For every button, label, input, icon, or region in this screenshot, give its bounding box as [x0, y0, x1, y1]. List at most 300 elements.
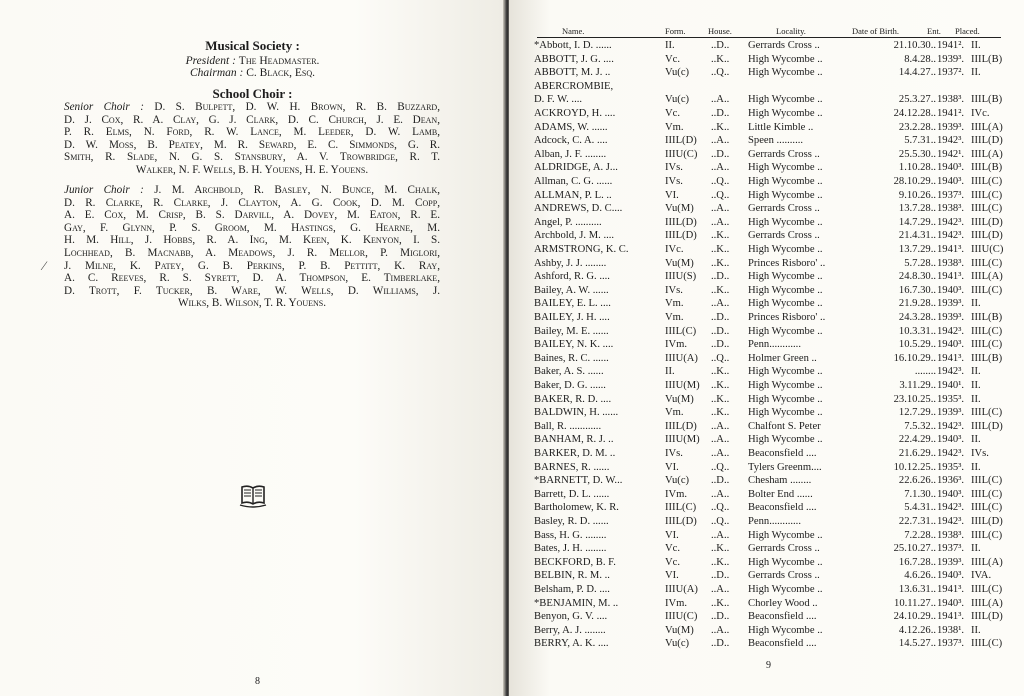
cell-name: ACKROYD, H. ....: [534, 108, 616, 119]
cell-name: Ball, R. ............: [534, 420, 602, 432]
cell-name: Adcock, C. A. ....: [534, 135, 608, 147]
junior-choir-line: A. C. Reeves, R. S. Syrett, D. A. Thompson, E. Timberlake,: [64, 272, 440, 285]
cell-name: D. F. W. ....: [534, 94, 583, 106]
cell-house: ..D..: [711, 108, 730, 119]
cell-house: ..Q..: [711, 502, 730, 514]
cell-locality: High Wycombe ..: [748, 67, 823, 79]
cell-dob: 28.10.29..: [893, 176, 936, 187]
cell-placed: IIIL(C): [971, 638, 1003, 650]
senior-choir-label: Senior Choir :: [64, 101, 144, 113]
junior-choir-line: D. R. Clarke, R. Clarke, J. Clayton, A. G. Cook, D. M. Copp,: [64, 196, 440, 209]
cell-dob: 7.2.28..: [904, 529, 936, 541]
senior-choir-line: P. R. Elms, N. Ford, R. W. Lance, M. Leeder, D. W. Lamb,: [64, 126, 440, 139]
chairman-value: C. Black, Esq.: [246, 67, 315, 79]
cell-name: Baines, R. C. ......: [534, 352, 609, 364]
table-row: [0, 258, 1024, 270]
table-row: [0, 162, 1024, 174]
cell-locality: Holmer Green ..: [748, 352, 817, 364]
cell-dob: 21.6.29..: [898, 448, 936, 459]
cell-name: Allman, C. G. ......: [534, 176, 613, 187]
cell-dob: 23.10.25..: [893, 393, 936, 405]
cell-house: ..D..: [711, 611, 730, 623]
cell-placed: IVc.: [971, 108, 990, 119]
cell-dob: 5.4.31..: [904, 502, 936, 514]
table-row: [0, 611, 1024, 623]
cell-placed: IIIL(B): [971, 94, 1003, 106]
cell-house: ..K..: [711, 407, 730, 419]
cell-house: ..Q..: [711, 176, 730, 187]
header-dob: Date of Birth.: [852, 26, 899, 36]
cell-placed: IIIL(D): [971, 420, 1003, 432]
cell-name: BARKER, D. M. ..: [534, 448, 616, 459]
table-row: [0, 584, 1024, 596]
cell-placed: IIIL(C): [971, 176, 1003, 187]
cell-dob: 13.7.29..: [898, 244, 936, 255]
cell-placed: II.: [971, 67, 981, 79]
cell-dob: 22.6.26..: [898, 475, 936, 487]
cell-house: ..A..: [711, 94, 730, 106]
table-row: [0, 462, 1024, 474]
table-row: [0, 434, 1024, 446]
cell-form: Vu(c): [665, 67, 690, 79]
cell-house: ..K..: [711, 244, 730, 255]
cell-form: Vc.: [665, 556, 681, 568]
table-row: [0, 149, 1024, 161]
junior-choir-line: J. Milne, K. Patey, G. B. Perkins, P. B. Pettitt, K. Ray,: [64, 259, 440, 272]
cell-house: ..D..: [711, 475, 730, 487]
table-row: [0, 475, 1024, 487]
cell-dob: 7.5.32..: [904, 420, 936, 432]
cell-house: ..D..: [711, 312, 730, 323]
cell-ent: 1940³.: [937, 570, 965, 582]
table-row: [0, 326, 1024, 338]
cell-name: BARNES, R. ......: [534, 461, 610, 473]
cell-placed: IIIL(C): [971, 284, 1003, 296]
cell-placed: IIIL(D): [971, 230, 1003, 242]
header-ent: Ent.: [927, 26, 941, 36]
cell-house: ..Q..: [711, 67, 730, 79]
cell-locality: Penn............: [748, 339, 801, 351]
cell-ent: 1941³.: [937, 584, 965, 595]
cell-ent: 1942³.: [937, 420, 965, 432]
cell-form: IIIL(D): [665, 230, 697, 242]
cell-ent: 1942³.: [937, 135, 965, 147]
cell-placed: IIIL(C): [971, 407, 1003, 419]
cell-form: IIIU(M): [665, 380, 700, 391]
cell-locality: High Wycombe ..: [748, 584, 823, 595]
table-row: [0, 217, 1024, 229]
junior-choir-line: Wilks, B. Wilson, T. R. Youens.: [177, 297, 327, 310]
cell-house: ..A..: [711, 488, 730, 500]
senior-choir-line: Walker, N. F. Wells, B. H. Youens, H. E. Youens.: [135, 163, 369, 176]
table-row: [0, 230, 1024, 242]
cell-form: Vm.: [665, 298, 684, 310]
cell-name: *BENJAMIN, M. ..: [534, 597, 619, 609]
cell-ent: 1940³.: [937, 339, 965, 351]
cell-form: II.: [665, 40, 675, 51]
cell-dob: 10.5.29..: [898, 339, 936, 351]
table-row: [0, 54, 1024, 66]
cell-dob: 8.4.28..: [904, 53, 936, 65]
cell-form: IIIU(C): [665, 611, 698, 623]
table-row: [0, 244, 1024, 256]
cell-form: IVm.: [665, 339, 688, 351]
cell-house: ..A..: [711, 203, 730, 215]
cell-house: ..K..: [711, 380, 730, 391]
cell-ent: 1941³.: [937, 244, 965, 255]
cell-ent: 1942³.: [937, 230, 965, 242]
cell-placed: IIIU(C): [971, 244, 1004, 255]
senior-choir-line: D. J. Cox, R. A. Clay, G. J. Clark, D. C. Church, J. E. Dean,: [64, 113, 440, 126]
table-row: [0, 516, 1024, 528]
musical-society-title: Musical Society :: [205, 38, 300, 53]
header-name: Name.: [562, 26, 585, 36]
cell-locality: Beaconsfield ....: [748, 448, 817, 459]
table-row: [0, 489, 1024, 501]
cell-name: Baker, D. G. ......: [534, 380, 606, 391]
cell-placed: IIIL(B): [971, 352, 1003, 364]
cell-ent: 1942³.: [937, 216, 965, 228]
cell-placed: II.: [971, 434, 981, 446]
cell-locality: High Wycombe ..: [748, 624, 823, 636]
cell-ent: 1937².: [937, 67, 965, 79]
table-row: [0, 543, 1024, 555]
cell-placed: IVA.: [971, 570, 992, 582]
cell-house: ..K..: [711, 230, 730, 242]
cell-placed: II.: [971, 624, 981, 636]
cell-dob: 16.10.29..: [893, 352, 936, 364]
cell-placed: IIIL(A): [971, 597, 1003, 609]
cell-house: ..K..: [711, 556, 730, 568]
table-row: [0, 176, 1024, 188]
cell-ent: 1940³.: [937, 284, 965, 296]
cell-house: ..A..: [711, 584, 730, 595]
cell-locality: High Wycombe ..: [748, 162, 823, 174]
cell-placed: IIIL(C): [971, 529, 1003, 541]
cell-house: ..D..: [711, 570, 730, 582]
cell-placed: II.: [971, 461, 981, 473]
cell-form: Vu(M): [665, 203, 694, 215]
cell-form: Vu(M): [665, 624, 694, 636]
cell-name: *Abbott, I. D. ......: [534, 40, 612, 51]
cell-locality: High Wycombe ..: [748, 325, 823, 337]
cell-name: BECKFORD, B. F.: [534, 556, 616, 568]
cell-name: ADAMS, W. ......: [534, 121, 608, 133]
cell-locality: High Wycombe ..: [748, 216, 823, 228]
cell-form: IIIU(S): [665, 271, 697, 283]
cell-locality: High Wycombe ..: [748, 434, 823, 446]
cell-house: ..A..: [711, 420, 730, 432]
cell-locality: High Wycombe ..: [748, 529, 823, 541]
cell-ent: 1939³.: [937, 407, 965, 419]
cell-locality: High Wycombe ..: [748, 366, 823, 378]
cell-locality: Gerrards Cross ..: [748, 543, 820, 555]
cell-locality: High Wycombe ..: [748, 271, 823, 283]
cell-name: BELBIN, R. M. ..: [534, 570, 610, 582]
cell-house: ..A..: [711, 434, 730, 446]
table-row: [0, 638, 1024, 650]
cell-placed: IIIL(C): [971, 502, 1003, 514]
cell-form: Vm.: [665, 407, 684, 419]
table-row: [0, 353, 1024, 365]
cell-name: Bass, H. G. ........: [534, 529, 607, 541]
cell-dob: 10.12.25..: [893, 461, 936, 473]
cell-dob: 5.7.28..: [904, 257, 936, 269]
cell-ent: 1942³.: [937, 502, 965, 514]
cell-house: ..A..: [711, 529, 730, 541]
table-row: [0, 203, 1024, 215]
table-row: [0, 380, 1024, 392]
cell-locality: High Wycombe ..: [748, 244, 823, 255]
cell-locality: Bolter End ......: [748, 488, 813, 500]
cell-name: Bailey, A. W. ......: [534, 284, 609, 296]
cell-house: ..D..: [711, 148, 730, 160]
cell-form: IIIU(C): [665, 148, 698, 160]
cell-locality: High Wycombe ..: [748, 393, 823, 405]
cell-form: IIIL(D): [665, 420, 697, 432]
table-row: [0, 81, 1024, 93]
cell-placed: II.: [971, 40, 981, 51]
cell-house: ..A..: [711, 162, 730, 174]
cell-name: Berry, A. J. ........: [534, 624, 606, 636]
cell-name: *BARNETT, D. W...: [534, 475, 623, 487]
cell-name: Angel, P. ..........: [534, 216, 602, 228]
cell-locality: Beaconsfield ....: [748, 611, 817, 623]
cell-house: ..Q..: [711, 516, 730, 527]
cell-house: ..K..: [711, 53, 730, 65]
cell-dob: 14.5.27..: [898, 638, 936, 650]
table-row: [0, 570, 1024, 582]
cell-name: Archbold, J. M. ....: [534, 230, 615, 242]
cell-ent: 1942³.: [937, 516, 965, 527]
cell-ent: 1941³.: [937, 611, 965, 623]
cell-placed: IIIL(B): [971, 162, 1003, 174]
cell-name: ANDREWS, D. C....: [534, 203, 623, 215]
table-row: [0, 502, 1024, 514]
cell-dob: 13.6.31..: [898, 584, 936, 595]
cell-dob: 23.2.28..: [898, 121, 936, 133]
cell-name: BAILEY, J. H. ....: [534, 312, 610, 323]
cell-ent: 1940³.: [937, 597, 965, 609]
cell-ent: 1938³.: [937, 94, 965, 106]
cell-placed: IIIL(A): [971, 556, 1003, 568]
cell-dob: 14.7.29..: [898, 216, 936, 228]
cell-form: Vu(c): [665, 94, 690, 106]
table-row: [0, 108, 1024, 120]
cell-ent: 1941².: [937, 40, 965, 51]
cell-ent: 1938¹.: [937, 624, 965, 636]
cell-locality: Princes Risboro' ..: [748, 257, 826, 269]
cell-name: BAILEY, E. L. ....: [534, 298, 611, 310]
cell-house: ..K..: [711, 284, 730, 296]
cell-locality: Penn............: [748, 516, 801, 527]
cell-name: Barrett, D. L. ......: [534, 488, 610, 500]
cell-dob: 25.3.27..: [898, 94, 936, 106]
page-number-right: 9: [766, 660, 771, 671]
cell-house: ..A..: [711, 624, 730, 636]
cell-placed: IIIL(A): [971, 121, 1003, 133]
senior-choir-line: Senior Choir : D. S. Bulpett, D. W. H. Brown, R. B. Buzzard,: [64, 101, 440, 113]
cell-name: BALDWIN, H. ......: [534, 407, 619, 419]
cell-form: IIIL(D): [665, 135, 697, 147]
cell-name: Alban, J. F. ........: [534, 148, 607, 160]
cell-name: ABBOTT, J. G. ....: [534, 53, 614, 65]
cell-locality: High Wycombe ..: [748, 176, 823, 187]
cell-placed: II.: [971, 393, 981, 405]
cell-dob: 14.4.27..: [898, 67, 936, 79]
cell-form: VI.: [665, 570, 679, 582]
cell-form: Vm.: [665, 312, 684, 323]
president-label: President :: [185, 55, 236, 67]
table-row: [0, 448, 1024, 460]
cell-placed: IIIL(B): [971, 53, 1003, 65]
cell-name: BERRY, A. K. ....: [534, 638, 609, 650]
cell-form: Vm.: [665, 121, 684, 133]
cell-ent: 1939³.: [937, 312, 965, 323]
cell-locality: High Wycombe ..: [748, 189, 823, 201]
cell-ent: 1938³.: [937, 203, 965, 215]
table-row: [0, 298, 1024, 310]
cell-form: Vu(c): [665, 638, 690, 650]
cell-form: IIIU(A): [665, 352, 698, 364]
cell-placed: II.: [971, 380, 981, 391]
cell-locality: Gerrards Cross ..: [748, 40, 820, 51]
cell-name: Ashby, J. J. ........: [534, 257, 607, 269]
cell-ent: 1936³.: [937, 475, 965, 487]
cell-form: Vc.: [665, 108, 681, 119]
president-value: The Headmaster.: [238, 55, 320, 67]
table-row: [0, 339, 1024, 351]
cell-locality: Little Kimble ..: [748, 121, 814, 133]
cell-locality: High Wycombe ..: [748, 108, 823, 119]
table-row: [0, 94, 1024, 106]
cell-placed: IIIL(D): [971, 216, 1003, 228]
cell-ent: 1937³.: [937, 189, 965, 201]
cell-ent: 1940¹.: [937, 380, 965, 391]
cell-name: ALLMAN, P. L. ..: [534, 189, 612, 201]
cell-locality: Gerrards Cross ..: [748, 570, 820, 582]
cell-name: Bailey, M. E. ......: [534, 325, 609, 337]
table-row: [0, 67, 1024, 79]
cell-ent: 1937³.: [937, 638, 965, 650]
table-row: [0, 40, 1024, 52]
cell-locality: High Wycombe ..: [748, 284, 823, 296]
cell-dob: 16.7.30..: [898, 284, 936, 296]
cell-dob: 10.11.27..: [894, 597, 936, 609]
cell-dob: 10.3.31..: [898, 325, 936, 337]
cell-house: ..K..: [711, 257, 730, 269]
cell-form: IIIL(C): [665, 325, 697, 337]
cell-form: IVs.: [665, 176, 683, 187]
cell-form: VI.: [665, 529, 679, 541]
cell-locality: High Wycombe ..: [748, 556, 823, 568]
cell-form: IVs.: [665, 284, 683, 296]
pencil-mark-icon: ∕: [43, 258, 46, 273]
table-row: [0, 366, 1024, 378]
cell-name: Bartholomew, K. R.: [534, 502, 619, 514]
cell-locality: Gerrards Cross ..: [748, 148, 820, 160]
header-locality: Locality.: [776, 26, 806, 36]
cell-house: ..D..: [711, 271, 730, 283]
cell-form: Vc.: [665, 543, 681, 555]
cell-ent: 1940³.: [937, 488, 965, 500]
cell-house: ..D..: [711, 638, 730, 650]
cell-house: ..K..: [711, 597, 730, 609]
junior-choir-label: Junior Choir :: [64, 184, 144, 196]
cell-ent: 1935³.: [937, 393, 965, 405]
cell-ent: 1942³.: [937, 448, 965, 459]
cell-placed: IIIL(A): [971, 271, 1003, 283]
cell-house: ..D..: [711, 325, 730, 337]
cell-form: IVm.: [665, 488, 688, 500]
cell-form: IIIL(C): [665, 502, 697, 514]
cell-placed: IIIL(C): [971, 325, 1003, 337]
table-row: [0, 135, 1024, 147]
cell-name: BAKER, R. D. ....: [534, 393, 612, 405]
page-number-left: 8: [255, 676, 260, 687]
cell-placed: IIIL(C): [971, 203, 1003, 215]
cell-form: IVc.: [665, 244, 684, 255]
cell-form: IVm.: [665, 597, 688, 609]
cell-ent: 1942³.: [937, 366, 965, 378]
junior-choir-line: Lochhead, B. Macnabb, A. Meadows, J. R. Mellor, P. Miglori,: [64, 246, 440, 259]
cell-form: VI.: [665, 189, 679, 201]
cell-placed: II.: [971, 298, 981, 310]
cell-ent: 1940³.: [937, 434, 965, 446]
cell-house: ..K..: [711, 393, 730, 405]
cell-placed: IIIL(A): [971, 148, 1003, 160]
cell-dob: 22.7.31..: [898, 516, 936, 527]
cell-name: Baker, A. S. ......: [534, 366, 604, 378]
table-row: [0, 122, 1024, 134]
cell-placed: IIIL(C): [971, 339, 1003, 351]
header-rule: [537, 37, 1001, 38]
cell-placed: IIIL(C): [971, 475, 1003, 487]
cell-form: Vc.: [665, 53, 681, 65]
senior-choir-line: Smith, R. Slade, N. G. S. Stansbury, A. V. Trowbridge, R. T.: [64, 151, 440, 164]
senior-choir-line: D. W. Moss, B. Peatey, M. R. Seward, E. C. Simmonds, G. R.: [64, 138, 440, 151]
table-row: [0, 530, 1024, 542]
cell-house: ..Q..: [711, 461, 730, 473]
cell-form: IIIU(A): [665, 584, 698, 595]
cell-dob: 13.7.28..: [898, 203, 936, 215]
cell-locality: Chalfont S. Peter: [748, 420, 821, 432]
junior-choir-line: Gay, F. Glynn, P. S. Groom, M. Hastings, G. Hearne, M.: [64, 221, 440, 234]
cell-placed: IIIL(D): [971, 611, 1003, 623]
cell-house: ..K..: [711, 543, 730, 555]
cell-form: IIIU(M): [665, 434, 700, 446]
cell-locality: Speen ..........: [748, 135, 804, 147]
cell-ent: 1939³.: [937, 121, 965, 133]
cell-ent: 1938³.: [937, 257, 965, 269]
table-row: [0, 271, 1024, 283]
junior-choir-line: H. M. Hill, J. Hobbs, R. A. Ing, M. Keen, K. Kenyon, I. S.: [64, 234, 440, 247]
cell-ent: 1938³.: [937, 529, 965, 541]
cell-placed: IIIL(B): [971, 312, 1003, 323]
cell-dob: 5.7.31..: [904, 135, 936, 147]
cell-form: Vu(M): [665, 393, 694, 405]
header-form: Form.: [665, 26, 686, 36]
cell-house: ..A..: [711, 135, 730, 147]
cell-house: ..D..: [711, 40, 730, 51]
cell-form: Vu(M): [665, 257, 694, 269]
cell-form: IVs.: [665, 448, 683, 459]
cell-ent: 1942¹.: [937, 148, 965, 160]
cell-name: Bates, J. H. ........: [534, 543, 607, 555]
cell-ent: 1940³.: [937, 162, 965, 174]
table-row: [0, 312, 1024, 324]
cell-dob: 24.8.30..: [898, 271, 936, 283]
